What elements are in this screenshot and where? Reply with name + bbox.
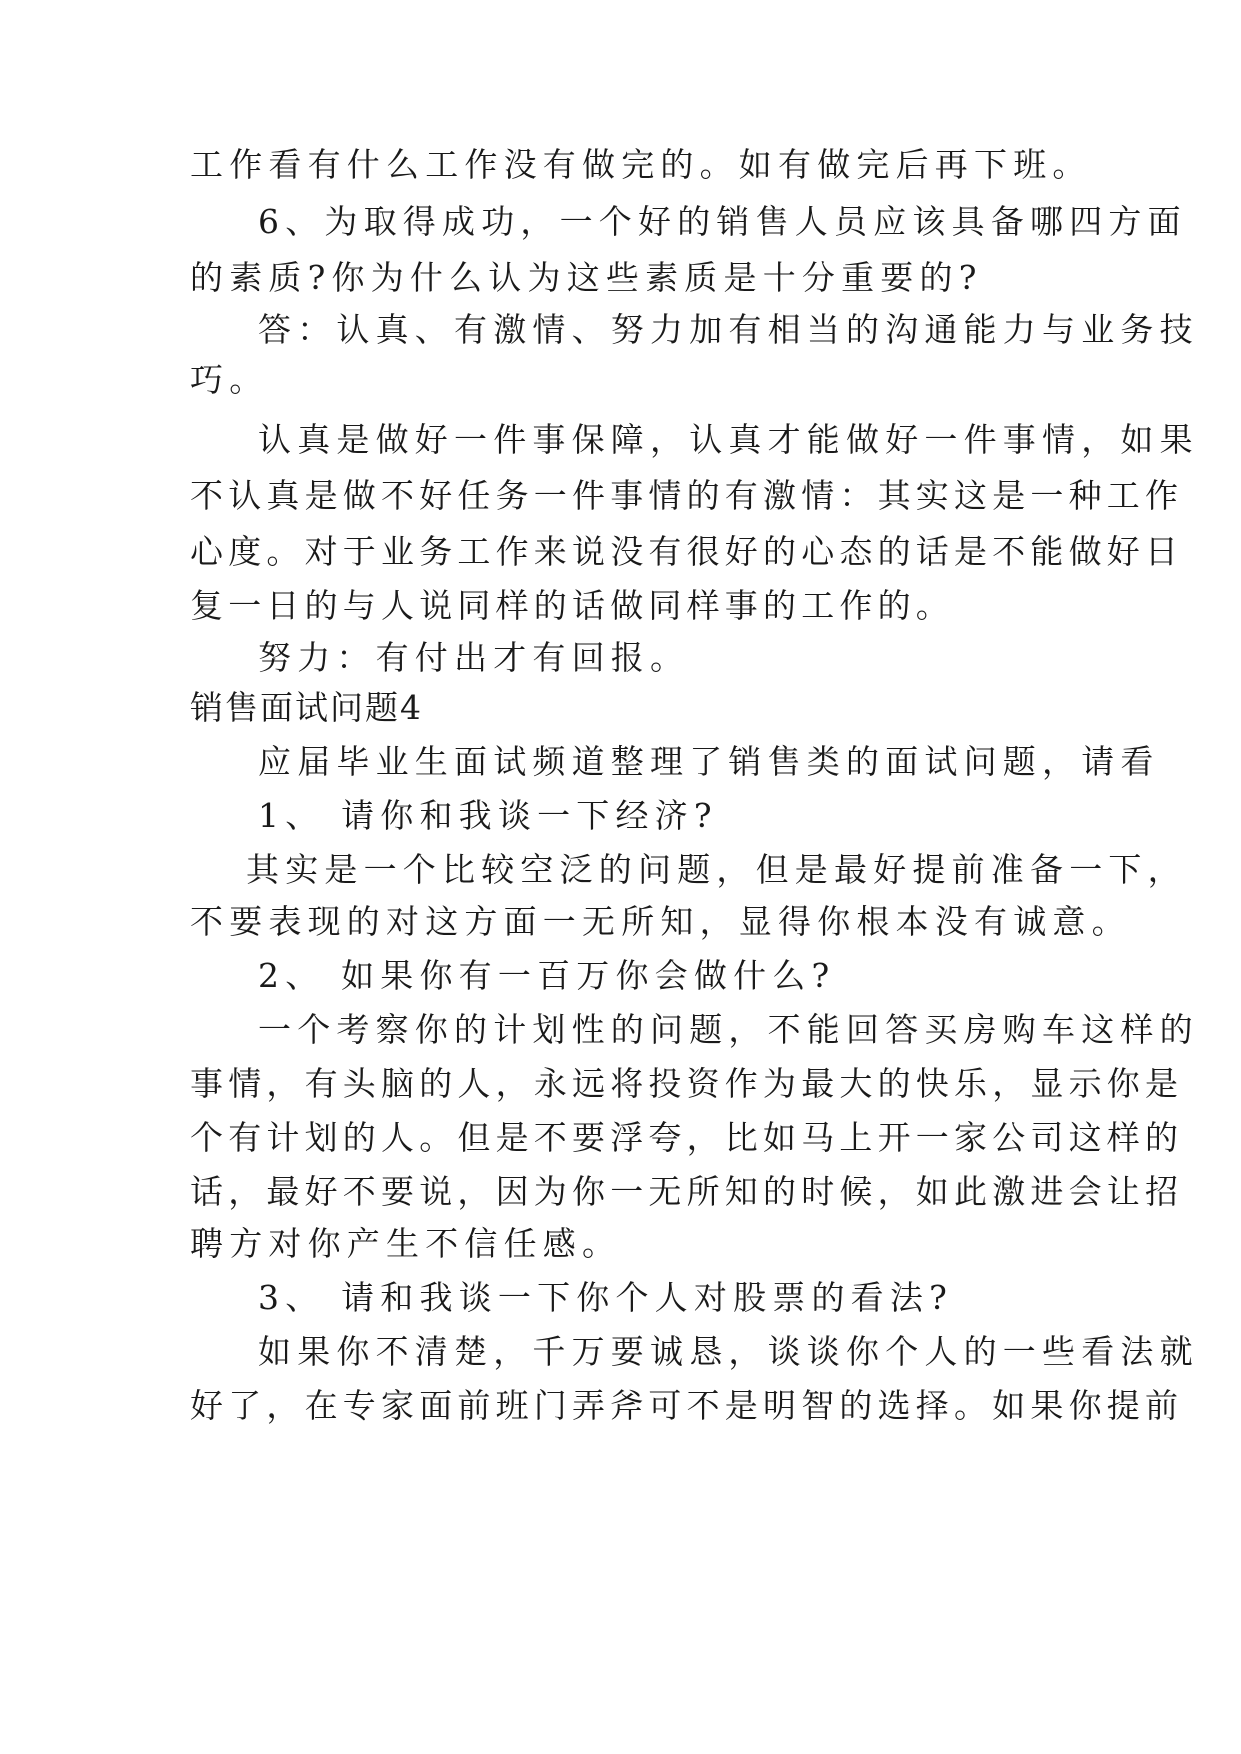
- text-line: 复一日的与人说同样的话做同样事的工作的。: [190, 586, 954, 625]
- text-line: 心度。对于业务工作来说没有很好的心态的话是不能做好日: [190, 532, 1184, 571]
- text-line: 努力：有付出才有回报。: [258, 638, 690, 677]
- text-line: 事情，有头脑的人，永远将投资作为最大的快乐，显示你是: [190, 1064, 1184, 1103]
- text-line: 一个考察你的计划性的问题，不能回答买房购车这样的: [258, 1010, 1199, 1049]
- question-3: 3、 请和我谈一下你个人对股票的看法?: [258, 1278, 953, 1317]
- answer-line: 答：认真、有激情、努力加有相当的沟通能力与业务技: [258, 310, 1199, 349]
- text-line: 个有计划的人。但是不要浮夸，比如马上开一家公司这样的: [190, 1118, 1184, 1157]
- text-line: 认真是做好一件事保障，认真才能做好一件事情，如果: [258, 420, 1199, 459]
- question-2: 2、 如果你有一百万你会做什么?: [258, 956, 836, 995]
- question-6: 6、为取得成功，一个好的销售人员应该具备哪四方面: [258, 202, 1187, 241]
- text-line: 的素质?你为什么认为这些素质是十分重要的?: [190, 258, 983, 297]
- question-1: 1、 请你和我谈一下经济?: [258, 796, 718, 835]
- text-line: 好了，在专家面前班门弄斧可不是明智的选择。如果你提前: [190, 1386, 1184, 1425]
- text-line: 巧。: [190, 360, 269, 399]
- text-line: 如果你不清楚，千万要诚恳，谈谈你个人的一些看法就: [258, 1332, 1199, 1371]
- section-heading: 销售面试问题4: [190, 688, 423, 727]
- text-line: 不要表现的对这方面一无所知，显得你根本没有诚意。: [190, 902, 1131, 941]
- text-line: 话，最好不要说，因为你一无所知的时候，如此激进会让招: [190, 1172, 1184, 1211]
- text-line: 其实是一个比较空泛的问题，但是最好提前准备一下，: [246, 850, 1187, 889]
- text-line: 工作看有什么工作没有做完的。如有做完后再下班。: [190, 145, 1092, 184]
- text-line: 不认真是做不好任务一件事情的有激情：其实这是一种工作: [190, 476, 1184, 515]
- text-line: 应届毕业生面试频道整理了销售类的面试问题，请看: [258, 742, 1160, 781]
- text-line: 聘方对你产生不信任感。: [190, 1224, 622, 1263]
